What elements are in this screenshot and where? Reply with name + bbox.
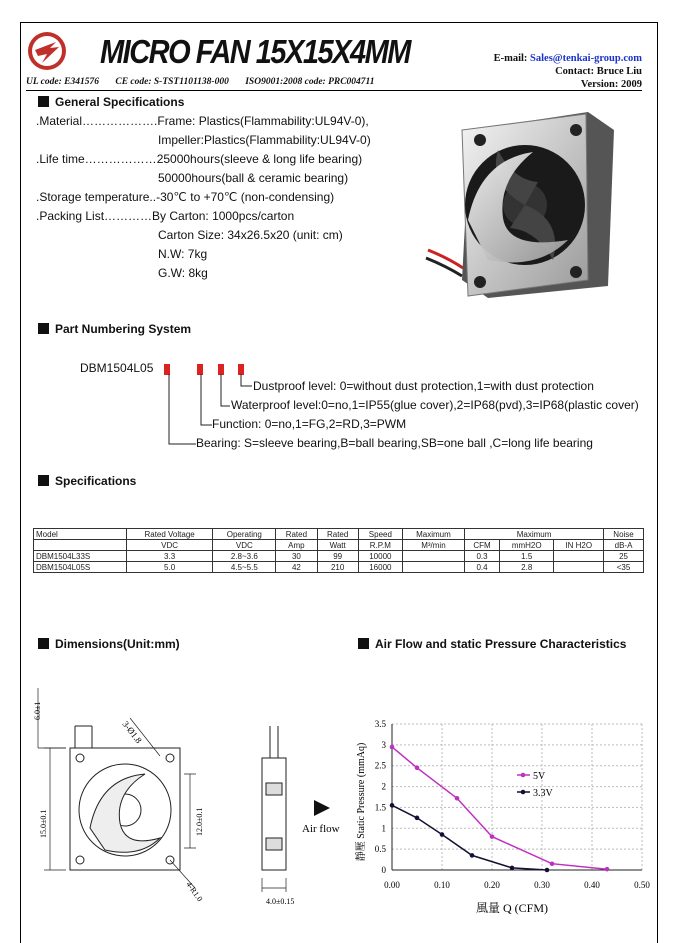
spec-row: .Packing List…………By Carton: 1000pcs/carton bbox=[36, 209, 295, 223]
table-cell: DBM1504L05S bbox=[34, 562, 127, 573]
iso-code: ISO9001:2008 code: PRC004711 bbox=[245, 77, 375, 87]
table-cell: 2.8~3.6 bbox=[213, 551, 276, 562]
chart-point bbox=[490, 834, 495, 839]
chart-x-tick: 0.40 bbox=[584, 880, 600, 890]
spec-row: Impeller:Plastics(Flammability:UL94V-0) bbox=[158, 133, 371, 147]
chart-y-tick: 1.5 bbox=[374, 802, 386, 813]
table-cell: 30 bbox=[276, 551, 317, 562]
table-cell: 0.3 bbox=[465, 551, 500, 562]
chart-x-tick: 0.50 bbox=[634, 880, 650, 890]
table-cell: 1.5 bbox=[499, 551, 553, 562]
table-cell: 25 bbox=[604, 551, 644, 562]
dim-height: 15.0±0.1 bbox=[39, 809, 48, 838]
table-cell bbox=[554, 562, 604, 573]
chart-x-tick: 0.30 bbox=[534, 880, 550, 890]
chart-point bbox=[605, 867, 610, 872]
spec-row: .Material……………….Frame: Plastics(Flammability:UL94V-0), bbox=[36, 114, 369, 128]
spec-row: .Storage temperature..-30℃ to +70℃ (non-condensing) bbox=[36, 190, 335, 204]
table-header: Rated Voltage bbox=[126, 529, 213, 540]
chart-point bbox=[470, 853, 475, 858]
waterproof-desc: Waterproof level:0=no,1=IP55(glue cover),2=IP68(pvd),3=IP68(plastic cover) bbox=[231, 398, 639, 412]
chart-y-tick: 3 bbox=[381, 739, 386, 750]
certification-codes bbox=[26, 77, 389, 87]
pressure-chart bbox=[352, 710, 652, 920]
table-unit: IN H2O bbox=[554, 540, 604, 551]
general-spec-heading: General Specifications bbox=[38, 95, 184, 109]
chart-point bbox=[545, 868, 550, 873]
chart-x-tick: 0.10 bbox=[434, 880, 450, 890]
spec-row: Carton Size: 34x26.5x20 (unit: cm) bbox=[158, 228, 343, 242]
chart-y-tick: 0 bbox=[381, 865, 386, 875]
table-cell: 210 bbox=[317, 562, 358, 573]
table-header: Speed bbox=[358, 529, 402, 540]
email-label: E-mail: bbox=[493, 53, 528, 64]
chart-y-label: 靜壓 Static Pressure (mmAq) bbox=[356, 742, 367, 862]
ce-code: CE code: S-TST1101138-000 bbox=[115, 77, 229, 87]
table-header: Rated bbox=[276, 529, 317, 540]
specifications-table bbox=[33, 528, 644, 573]
chart-series-line bbox=[392, 805, 547, 870]
table-unit bbox=[34, 540, 127, 551]
table-header: Rated bbox=[317, 529, 358, 540]
table-cell: 42 bbox=[276, 562, 317, 573]
table-header: Model bbox=[34, 529, 127, 540]
chart-point bbox=[415, 766, 420, 771]
part-numbering-heading: Part Numbering System bbox=[38, 322, 191, 336]
table-cell: <35 bbox=[604, 562, 644, 573]
dim-inner: 12.0±0.1 bbox=[195, 807, 204, 836]
spec-row: N.W: 7kg bbox=[158, 247, 208, 261]
chart-point bbox=[550, 861, 555, 866]
table-row bbox=[34, 562, 644, 573]
table-header: Maximum bbox=[465, 529, 604, 540]
spec-row: G.W: 8kg bbox=[158, 266, 208, 280]
chart-point bbox=[415, 816, 420, 821]
chart-series bbox=[390, 745, 610, 873]
contact-person: Contact: Bruce Liu bbox=[555, 66, 642, 77]
table-cell: 99 bbox=[317, 551, 358, 562]
chart-y-tick: 2 bbox=[381, 781, 386, 792]
table-unit: VDC bbox=[213, 540, 276, 551]
part-number-base: DBM1504L05 bbox=[80, 361, 154, 375]
dim-top: 6.0±1 bbox=[33, 701, 42, 720]
bearing-desc: Bearing: S=sleeve bearing,B=ball bearing,SB=one ball ,C=long life bearing bbox=[196, 436, 593, 450]
chart-point bbox=[440, 832, 445, 837]
table-header: Operating bbox=[213, 529, 276, 540]
chart-point bbox=[510, 866, 515, 871]
table-cell: 2.8 bbox=[499, 562, 553, 573]
chart-legend bbox=[517, 771, 554, 799]
dim-hole: 3-Ø1.8 bbox=[120, 719, 144, 746]
fan-product-image bbox=[418, 100, 628, 305]
table-unit: Watt bbox=[317, 540, 358, 551]
ul-code: UL code: E341576 bbox=[26, 77, 99, 87]
company-logo bbox=[26, 30, 68, 72]
table-cell: 10000 bbox=[358, 551, 402, 562]
dim-radius: 4-R1.0 bbox=[184, 879, 205, 904]
header-divider bbox=[26, 90, 642, 91]
dimensions-drawing bbox=[30, 678, 350, 918]
chart-legend-label: 3.3V bbox=[533, 788, 553, 799]
chart-x-tick: 0.20 bbox=[484, 880, 500, 890]
spec-row: .Life time………………25000hours(sleeve & long life bearing) bbox=[36, 152, 363, 166]
dim-depth: 4.0±0.15 bbox=[266, 897, 295, 906]
dimensions-heading: Dimensions(Unit:mm) bbox=[38, 637, 180, 651]
chart-legend-marker bbox=[521, 773, 526, 778]
chart-x-tick: 0.00 bbox=[384, 880, 400, 890]
chart-y-tick: 0.5 bbox=[374, 844, 386, 855]
table-unit: VDC bbox=[126, 540, 213, 551]
table-cell bbox=[554, 551, 604, 562]
table-unit: M³/min bbox=[402, 540, 464, 551]
table-cell: DBM1504L33S bbox=[34, 551, 127, 562]
table-cell bbox=[402, 551, 464, 562]
function-desc: Function: 0=no,1=FG,2=RD,3=PWM bbox=[212, 417, 407, 431]
dim-airflow: Air flow bbox=[302, 823, 340, 835]
chart-legend-marker bbox=[521, 790, 526, 795]
table-row bbox=[34, 551, 644, 562]
dustproof-desc: Dustproof level: 0=without dust protection,1=with dust protection bbox=[253, 379, 594, 393]
table-unit: CFM bbox=[465, 540, 500, 551]
email-link[interactable]: Sales@tenkai-group.com bbox=[530, 53, 642, 64]
chart-y-tick: 1 bbox=[381, 823, 386, 834]
table-unit: mmH2O bbox=[499, 540, 553, 551]
table-cell bbox=[402, 562, 464, 573]
table-unit: Amp bbox=[276, 540, 317, 551]
table-unit: R.P.M bbox=[358, 540, 402, 551]
chart-heading: Air Flow and static Pressure Characteristics bbox=[358, 637, 626, 651]
table-cell: 0.4 bbox=[465, 562, 500, 573]
document-title: MICRO FAN 15X15X4MM bbox=[100, 34, 410, 71]
table-cell: 16000 bbox=[358, 562, 402, 573]
chart-x-label: 風量 Q (CFM) bbox=[475, 901, 549, 915]
chart-point bbox=[455, 796, 460, 801]
table-cell: 5.0 bbox=[126, 562, 213, 573]
chart-point bbox=[390, 803, 395, 808]
version: Version: 2009 bbox=[580, 79, 642, 90]
specifications-heading: Specifications bbox=[38, 474, 136, 488]
table-unit-row bbox=[34, 540, 644, 551]
spec-row: 50000hours(ball & ceramic bearing) bbox=[158, 171, 349, 185]
chart-y-tick: 2.5 bbox=[374, 760, 386, 771]
table-unit: dB-A bbox=[604, 540, 644, 551]
table-header-row bbox=[34, 529, 644, 540]
table-header: Noise bbox=[604, 529, 644, 540]
chart-point bbox=[390, 745, 395, 750]
table-cell: 4.5~5.5 bbox=[213, 562, 276, 573]
chart-legend-label: 5V bbox=[533, 771, 546, 782]
chart-y-tick: 3.5 bbox=[374, 719, 386, 729]
table-cell: 3.3 bbox=[126, 551, 213, 562]
contact-block bbox=[494, 52, 642, 91]
table-header: Maximum bbox=[402, 529, 464, 540]
